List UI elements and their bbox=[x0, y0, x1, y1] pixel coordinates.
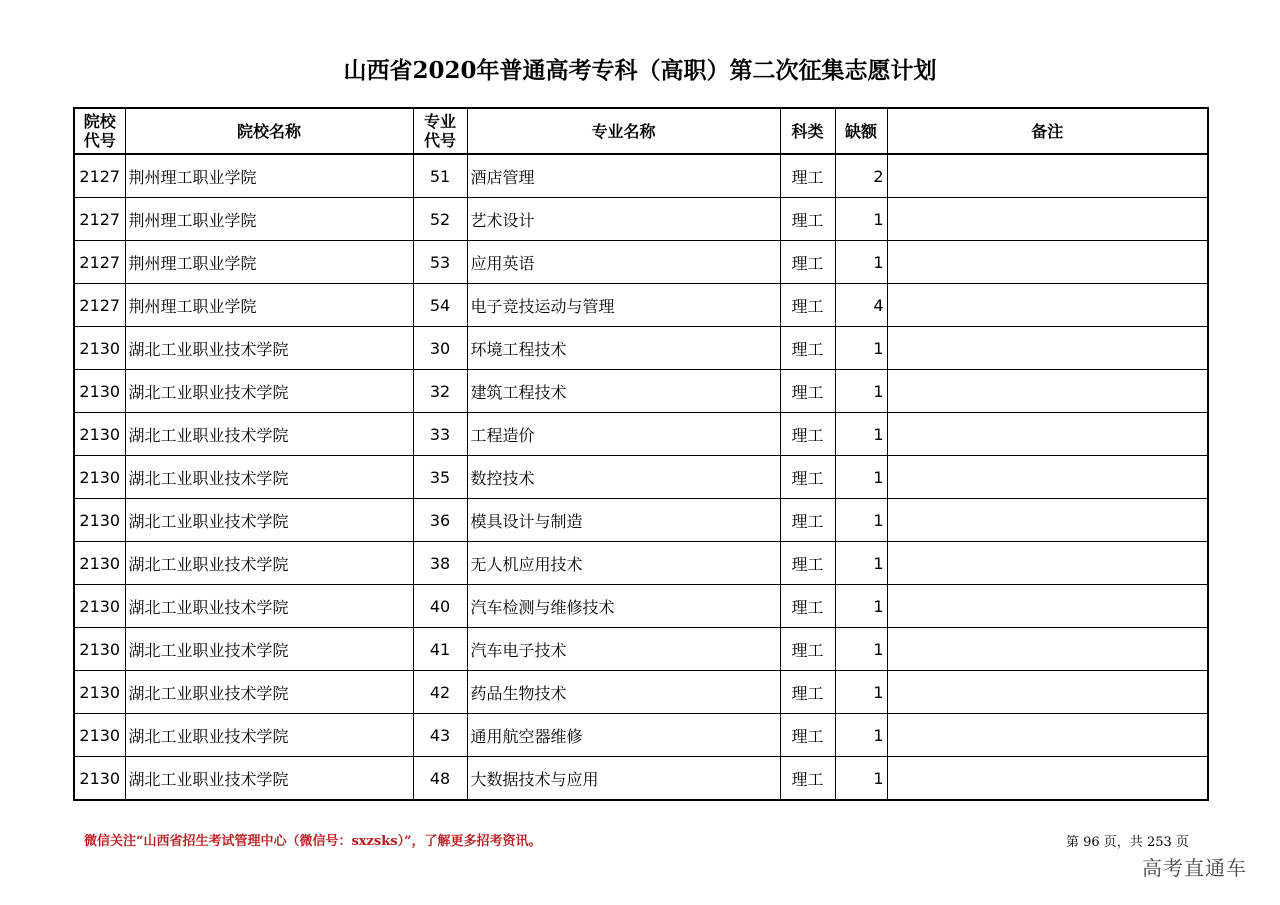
cell-category: 理工 bbox=[780, 284, 835, 327]
cell-school-name: 湖北工业职业技术学院 bbox=[125, 714, 413, 757]
cell-school-name: 湖北工业职业技术学院 bbox=[125, 370, 413, 413]
table-row bbox=[74, 714, 1208, 757]
cell-remarks bbox=[887, 628, 1208, 671]
cell-vacancy: 1 bbox=[835, 499, 887, 542]
table-body bbox=[74, 154, 1208, 800]
cell-remarks bbox=[887, 154, 1208, 198]
cell-major-name: 酒店管理 bbox=[467, 154, 780, 198]
cell-category: 理工 bbox=[780, 370, 835, 413]
cell-category: 理工 bbox=[780, 198, 835, 241]
cell-major-name: 应用英语 bbox=[467, 241, 780, 284]
cell-major-code: 52 bbox=[413, 198, 467, 241]
cell-school-code: 2130 bbox=[74, 413, 125, 456]
cell-school-name: 湖北工业职业技术学院 bbox=[125, 499, 413, 542]
cell-major-name: 无人机应用技术 bbox=[467, 542, 780, 585]
table-row bbox=[74, 671, 1208, 714]
enrollment-plan-table bbox=[73, 107, 1209, 801]
cell-school-code: 2130 bbox=[74, 327, 125, 370]
cell-school-code: 2130 bbox=[74, 671, 125, 714]
cell-major-code: 35 bbox=[413, 456, 467, 499]
cell-major-code: 38 bbox=[413, 542, 467, 585]
cell-school-name: 湖北工业职业技术学院 bbox=[125, 327, 413, 370]
cell-major-code: 41 bbox=[413, 628, 467, 671]
cell-remarks bbox=[887, 714, 1208, 757]
cell-school-code: 2130 bbox=[74, 370, 125, 413]
header-school-name: 院校名称 bbox=[125, 108, 413, 154]
header-remarks: 备注 bbox=[887, 108, 1208, 154]
cell-remarks bbox=[887, 241, 1208, 284]
cell-category: 理工 bbox=[780, 327, 835, 370]
cell-school-name: 湖北工业职业技术学院 bbox=[125, 671, 413, 714]
cell-major-code: 40 bbox=[413, 585, 467, 628]
cell-school-code: 2130 bbox=[74, 499, 125, 542]
cell-school-name: 荆州理工职业学院 bbox=[125, 284, 413, 327]
cell-school-code: 2127 bbox=[74, 154, 125, 198]
cell-category: 理工 bbox=[780, 542, 835, 585]
cell-school-code: 2130 bbox=[74, 456, 125, 499]
cell-major-name: 汽车检测与维修技术 bbox=[467, 585, 780, 628]
table-row bbox=[74, 456, 1208, 499]
cell-school-name: 荆州理工职业学院 bbox=[125, 198, 413, 241]
cell-school-name: 湖北工业职业技术学院 bbox=[125, 585, 413, 628]
cell-major-code: 36 bbox=[413, 499, 467, 542]
header-major-code-label: 专业 代号 bbox=[423, 112, 456, 150]
cell-major-code: 30 bbox=[413, 327, 467, 370]
cell-major-name: 数控技术 bbox=[467, 456, 780, 499]
cell-school-code: 2130 bbox=[74, 757, 125, 801]
table-row bbox=[74, 198, 1208, 241]
cell-vacancy: 1 bbox=[835, 241, 887, 284]
cell-major-name: 大数据技术与应用 bbox=[467, 757, 780, 801]
cell-remarks bbox=[887, 671, 1208, 714]
header-category: 科类 bbox=[780, 108, 835, 154]
cell-category: 理工 bbox=[780, 413, 835, 456]
cell-category: 理工 bbox=[780, 456, 835, 499]
cell-vacancy: 1 bbox=[835, 370, 887, 413]
table-row bbox=[74, 499, 1208, 542]
cell-vacancy: 1 bbox=[835, 198, 887, 241]
cell-major-name: 汽车电子技术 bbox=[467, 628, 780, 671]
cell-remarks bbox=[887, 370, 1208, 413]
cell-major-name: 电子竞技运动与管理 bbox=[467, 284, 780, 327]
cell-school-name: 荆州理工职业学院 bbox=[125, 154, 413, 198]
cell-vacancy: 1 bbox=[835, 327, 887, 370]
cell-vacancy: 1 bbox=[835, 628, 887, 671]
cell-school-code: 2130 bbox=[74, 585, 125, 628]
table-row bbox=[74, 241, 1208, 284]
cell-school-name: 湖北工业职业技术学院 bbox=[125, 456, 413, 499]
table-row bbox=[74, 757, 1208, 801]
cell-category: 理工 bbox=[780, 154, 835, 198]
cell-major-code: 51 bbox=[413, 154, 467, 198]
cell-major-code: 48 bbox=[413, 757, 467, 801]
cell-major-name: 环境工程技术 bbox=[467, 327, 780, 370]
cell-category: 理工 bbox=[780, 499, 835, 542]
table-row bbox=[74, 370, 1208, 413]
cell-category: 理工 bbox=[780, 671, 835, 714]
cell-category: 理工 bbox=[780, 585, 835, 628]
cell-school-code: 2130 bbox=[74, 628, 125, 671]
cell-category: 理工 bbox=[780, 714, 835, 757]
cell-remarks bbox=[887, 327, 1208, 370]
cell-remarks bbox=[887, 198, 1208, 241]
cell-category: 理工 bbox=[780, 757, 835, 801]
cell-school-code: 2130 bbox=[74, 542, 125, 585]
table-row bbox=[74, 413, 1208, 456]
watermark-text: 高考直通车 bbox=[1142, 856, 1247, 880]
cell-school-code: 2127 bbox=[74, 198, 125, 241]
cell-school-code: 2130 bbox=[74, 714, 125, 757]
page-counter: 第 96 页，共 253 页 bbox=[1066, 835, 1189, 850]
cell-remarks bbox=[887, 456, 1208, 499]
cell-remarks bbox=[887, 542, 1208, 585]
cell-major-name: 药品生物技术 bbox=[467, 671, 780, 714]
cell-category: 理工 bbox=[780, 628, 835, 671]
cell-school-code: 2127 bbox=[74, 241, 125, 284]
header-school-code bbox=[74, 108, 125, 154]
cell-major-code: 32 bbox=[413, 370, 467, 413]
cell-major-code: 43 bbox=[413, 714, 467, 757]
cell-major-code: 54 bbox=[413, 284, 467, 327]
cell-major-name: 模具设计与制造 bbox=[467, 499, 780, 542]
cell-school-name: 湖北工业职业技术学院 bbox=[125, 413, 413, 456]
cell-vacancy: 1 bbox=[835, 757, 887, 801]
cell-category: 理工 bbox=[780, 241, 835, 284]
cell-major-name: 工程造价 bbox=[467, 413, 780, 456]
table-row bbox=[74, 585, 1208, 628]
cell-remarks bbox=[887, 585, 1208, 628]
cell-vacancy: 1 bbox=[835, 585, 887, 628]
cell-vacancy: 1 bbox=[835, 413, 887, 456]
table-row bbox=[74, 628, 1208, 671]
header-school-code-label: 院校 代号 bbox=[83, 112, 116, 150]
header-major-code bbox=[413, 108, 467, 154]
cell-remarks bbox=[887, 413, 1208, 456]
table-row bbox=[74, 542, 1208, 585]
cell-major-code: 42 bbox=[413, 671, 467, 714]
cell-remarks bbox=[887, 499, 1208, 542]
cell-remarks bbox=[887, 757, 1208, 801]
table-row bbox=[74, 284, 1208, 327]
cell-vacancy: 2 bbox=[835, 154, 887, 198]
table-row bbox=[74, 327, 1208, 370]
table-header-row bbox=[74, 108, 1208, 154]
wechat-notice: 微信关注“山西省招生考试管理中心（微信号：sxzsks）”，了解更多招考资讯。 bbox=[84, 834, 542, 849]
cell-school-name: 湖北工业职业技术学院 bbox=[125, 542, 413, 585]
cell-major-code: 53 bbox=[413, 241, 467, 284]
cell-vacancy: 4 bbox=[835, 284, 887, 327]
cell-major-code: 33 bbox=[413, 413, 467, 456]
cell-vacancy: 1 bbox=[835, 456, 887, 499]
cell-vacancy: 1 bbox=[835, 542, 887, 585]
cell-remarks bbox=[887, 284, 1208, 327]
cell-school-code: 2127 bbox=[74, 284, 125, 327]
cell-school-name: 荆州理工职业学院 bbox=[125, 241, 413, 284]
header-major-name: 专业名称 bbox=[467, 108, 780, 154]
cell-major-name: 建筑工程技术 bbox=[467, 370, 780, 413]
header-vacancy: 缺额 bbox=[835, 108, 887, 154]
cell-vacancy: 1 bbox=[835, 671, 887, 714]
cell-vacancy: 1 bbox=[835, 714, 887, 757]
table-row bbox=[74, 154, 1208, 198]
cell-major-name: 艺术设计 bbox=[467, 198, 780, 241]
page-title: 山西省2020年普通高考专科（高职）第二次征集志愿计划 bbox=[343, 57, 937, 84]
cell-major-name: 通用航空器维修 bbox=[467, 714, 780, 757]
cell-school-name: 湖北工业职业技术学院 bbox=[125, 628, 413, 671]
cell-school-name: 湖北工业职业技术学院 bbox=[125, 757, 413, 801]
